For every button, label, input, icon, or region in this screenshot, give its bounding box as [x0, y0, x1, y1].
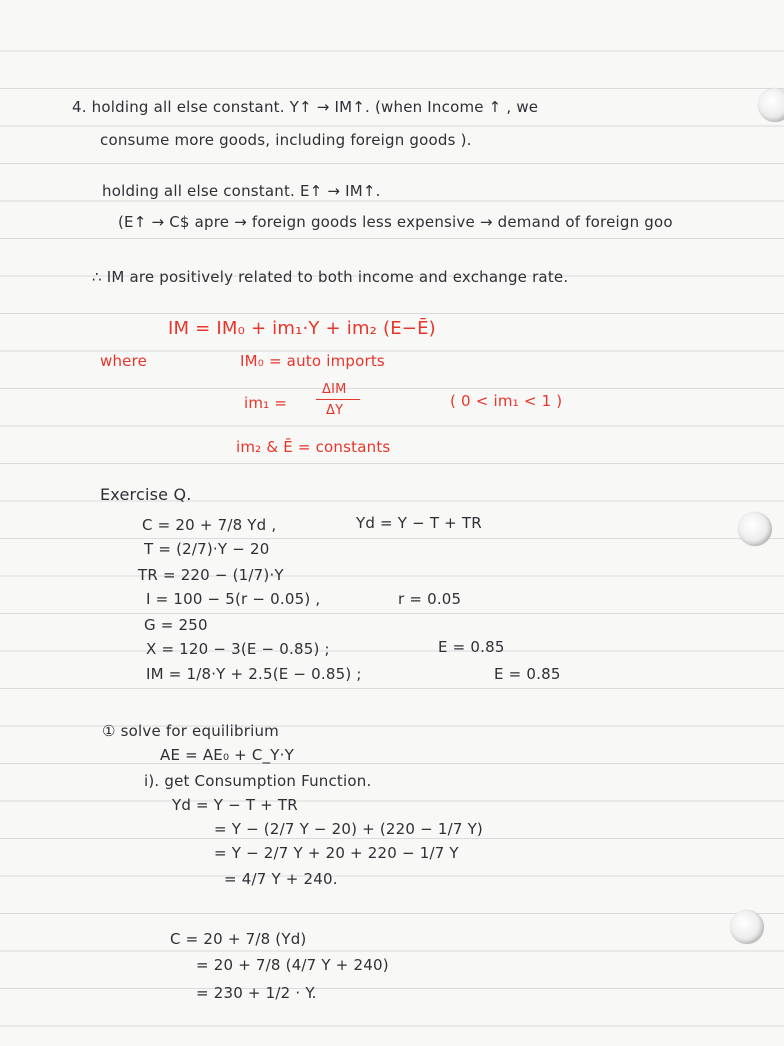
- fraction-denominator: ΔY: [326, 403, 344, 418]
- equation: E = 0.85: [494, 665, 561, 683]
- equation: Yd = Y − T + TR: [356, 514, 482, 532]
- binder-hole: [730, 910, 764, 944]
- note-line: 4. holding all else constant. Y↑ → IM↑. (when Income ↑ , we: [72, 98, 539, 116]
- note-line: holding all else constant. E↑ → IM↑.: [102, 182, 381, 200]
- solution-step: i). get Consumption Function.: [144, 772, 372, 790]
- formula-definition: im₂ & Ē = constants: [236, 438, 391, 456]
- formula-definition: IM₀ = auto imports: [240, 352, 385, 370]
- equation: = 230 + 1/2 · Y.: [196, 984, 317, 1002]
- binder-hole: [758, 88, 784, 122]
- equation: TR = 220 − (1/7)·Y: [138, 566, 284, 584]
- equation: T = (2/7)·Y − 20: [144, 540, 270, 558]
- equation: IM = 1/8·Y + 2.5(E − 0.85) ;: [146, 665, 362, 683]
- note-line: (E↑ → C$ apre → foreign goods less expensive → demand of foreign goo: [118, 213, 673, 231]
- where-label: where: [100, 352, 148, 370]
- equation: C = 20 + 7/8 (Yd): [170, 930, 307, 948]
- equation: C = 20 + 7/8 Yd ,: [142, 516, 277, 534]
- exercise-title: Exercise Q.: [100, 485, 192, 504]
- equation: X = 120 − 3(E − 0.85) ;: [146, 640, 330, 658]
- equation: I = 100 − 5(r − 0.05) ,: [146, 590, 321, 608]
- fraction-numerator: ΔIM: [322, 382, 347, 397]
- fraction-bar: [316, 399, 360, 400]
- equation: = 20 + 7/8 (4/7 Y + 240): [196, 956, 389, 974]
- equation: E = 0.85: [438, 638, 505, 656]
- equation: r = 0.05: [398, 590, 462, 608]
- equation: Yd = Y − T + TR: [172, 796, 298, 814]
- note-line: consume more goods, including foreign goods ).: [100, 131, 472, 149]
- formula-definition: im₁ =: [244, 394, 288, 412]
- im-formula: IM = IM₀ + im₁·Y + im₂ (E−Ē): [168, 318, 436, 339]
- solution-step: ① solve for equilibrium: [102, 722, 279, 740]
- binder-hole: [738, 512, 772, 546]
- equation: = 4/7 Y + 240.: [224, 870, 338, 888]
- formula-range: ( 0 < im₁ < 1 ): [450, 392, 563, 410]
- equation: G = 250: [144, 616, 208, 634]
- equation: AE = AE₀ + C_Y·Y: [160, 746, 294, 764]
- equation: = Y − (2/7 Y − 20) + (220 − 1/7 Y): [214, 820, 483, 838]
- note-line: ∴ IM are positively related to both income and exchange rate.: [92, 268, 569, 286]
- equation: = Y − 2/7 Y + 20 + 220 − 1/7 Y: [214, 844, 459, 862]
